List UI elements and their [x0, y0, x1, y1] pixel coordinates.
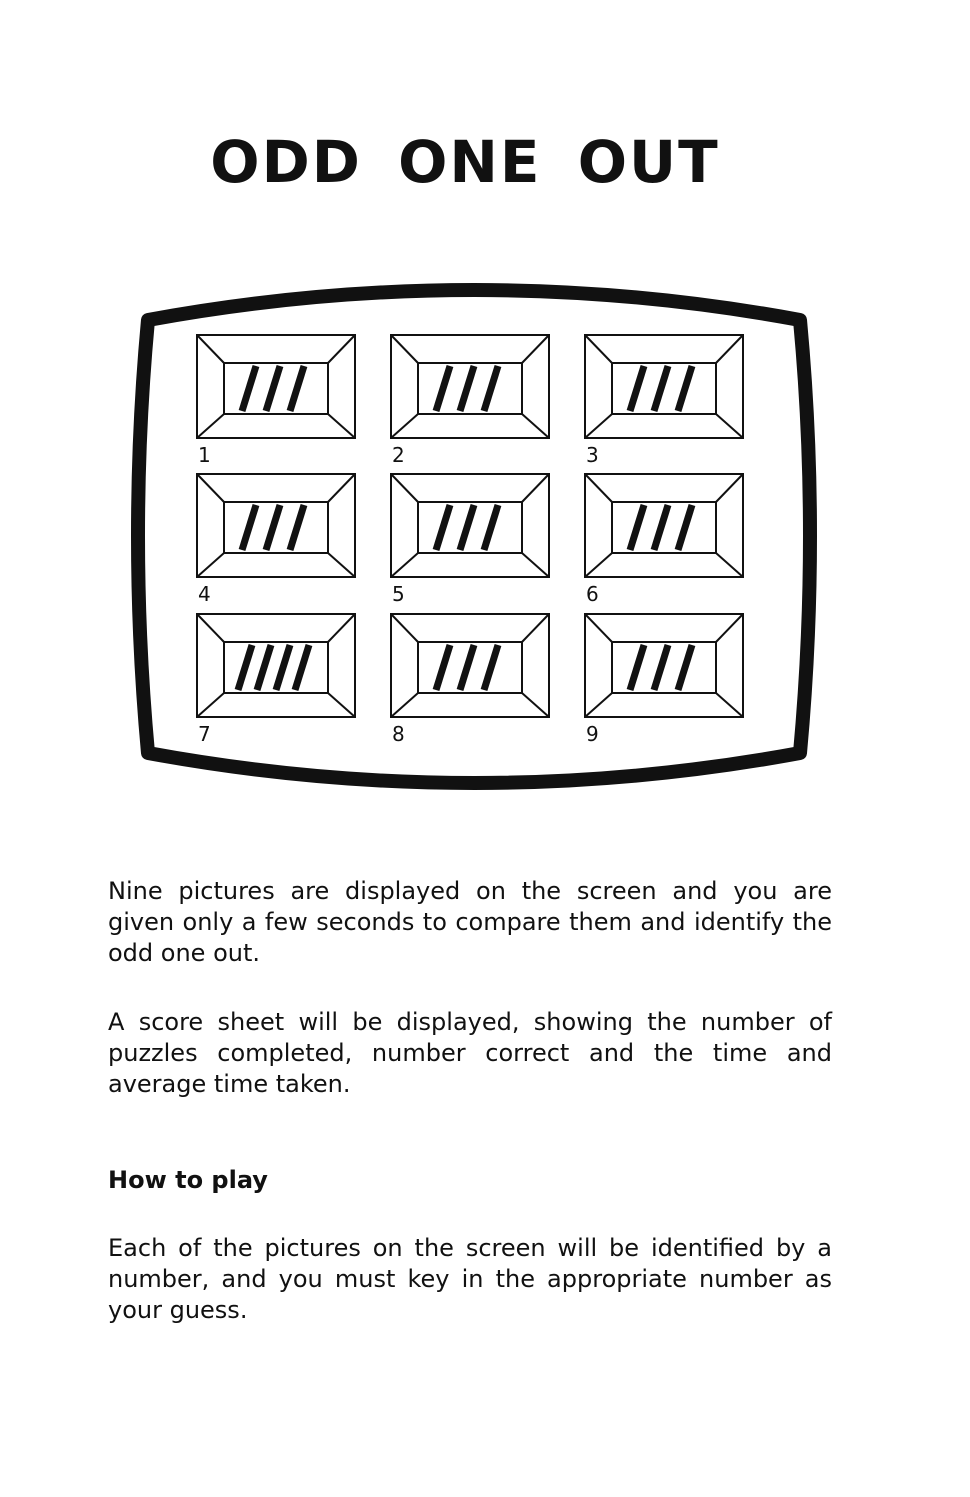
panel-bevel-line	[197, 474, 224, 502]
panel-number-label: 1	[198, 443, 211, 467]
picture-panel	[585, 474, 743, 606]
intro-paragraph: Nine pictures are displayed on the screen and you are given only a few seconds to compare them and identify the odd one out.	[108, 877, 832, 967]
panel-bevel-line	[716, 335, 743, 363]
panel-stripe	[266, 505, 280, 550]
picture-panel	[197, 614, 355, 746]
panel-number-label: 6	[586, 582, 599, 606]
panel-bevel-line	[585, 614, 612, 642]
panel-stripe	[238, 645, 252, 690]
panel-number-label: 5	[392, 582, 405, 606]
panel-bevel-line	[328, 335, 355, 363]
panel-stripe	[436, 645, 450, 690]
panels-grid	[197, 335, 743, 746]
panel-stripe	[290, 505, 304, 550]
panel-stripe	[436, 505, 450, 550]
tv-screen-illustration	[120, 265, 830, 810]
panel-bevel-line	[716, 474, 743, 502]
panel-stripe	[630, 505, 644, 550]
picture-panel	[391, 474, 549, 606]
panel-bevel-line	[391, 414, 418, 438]
score-sheet-paragraph: A score sheet will be displayed, showing the number of puzzles completed, number correct and the time and average time taken.	[108, 1008, 832, 1098]
panel-stripe	[460, 366, 474, 411]
how-to-play-paragraph: Each of the pictures on the screen will be identified by a number, and you must key in the appropriate number as your guess.	[108, 1234, 832, 1324]
panel-bevel-line	[585, 553, 612, 577]
panel-bevel-line	[391, 474, 418, 502]
panel-number-label: 8	[392, 722, 405, 746]
panel-stripe	[460, 505, 474, 550]
panel-stripe	[630, 645, 644, 690]
panel-bevel-line	[522, 693, 549, 717]
panel-stripe	[484, 366, 498, 411]
panel-stripe	[678, 505, 692, 550]
panel-bevel-line	[391, 614, 418, 642]
panel-stripe	[257, 645, 271, 690]
panel-bevel-line	[522, 553, 549, 577]
panel-bevel-line	[328, 553, 355, 577]
panel-stripe	[654, 366, 668, 411]
panel-bevel-line	[197, 335, 224, 363]
panel-bevel-line	[328, 474, 355, 502]
panel-bevel-line	[522, 335, 549, 363]
panel-bevel-line	[522, 414, 549, 438]
panel-bevel-line	[391, 335, 418, 363]
panel-stripe	[295, 645, 309, 690]
panel-bevel-line	[585, 693, 612, 717]
panel-bevel-line	[716, 553, 743, 577]
panel-stripe	[654, 645, 668, 690]
panel-bevel-line	[328, 614, 355, 642]
panel-stripe	[678, 645, 692, 690]
panel-number-label: 9	[586, 722, 599, 746]
panel-stripe	[290, 366, 304, 411]
panel-bevel-line	[522, 474, 549, 502]
panel-bevel-line	[197, 414, 224, 438]
panel-number-label: 4	[198, 582, 211, 606]
panel-bevel-line	[328, 693, 355, 717]
panel-stripe	[276, 645, 290, 690]
panel-stripe	[460, 645, 474, 690]
panel-bevel-line	[328, 414, 355, 438]
page-title: ODD ONE OUT	[210, 128, 720, 196]
picture-panel	[197, 335, 355, 467]
picture-panel	[391, 614, 549, 746]
panel-stripe	[266, 366, 280, 411]
panel-bevel-line	[716, 693, 743, 717]
panel-stripe	[242, 366, 256, 411]
panel-bevel-line	[391, 693, 418, 717]
panel-stripe	[678, 366, 692, 411]
panel-stripe	[436, 366, 450, 411]
panel-stripe	[242, 505, 256, 550]
panel-number-label: 7	[198, 722, 211, 746]
panel-stripe	[484, 505, 498, 550]
panel-bevel-line	[197, 614, 224, 642]
panel-bevel-line	[585, 474, 612, 502]
panel-bevel-line	[197, 693, 224, 717]
picture-panel	[391, 335, 549, 467]
panel-stripe	[654, 505, 668, 550]
how-to-play-heading: How to play	[108, 1166, 268, 1194]
panel-stripe	[630, 366, 644, 411]
picture-panel	[197, 474, 355, 606]
panel-number-label: 3	[586, 443, 599, 467]
panel-bevel-line	[391, 553, 418, 577]
panel-number-label: 2	[392, 443, 405, 467]
tv-screen-icon	[120, 265, 830, 810]
picture-panel	[585, 614, 743, 746]
panel-bevel-line	[585, 335, 612, 363]
panel-stripe	[484, 645, 498, 690]
panel-bevel-line	[585, 414, 612, 438]
panel-bevel-line	[197, 553, 224, 577]
panel-bevel-line	[522, 614, 549, 642]
panel-bevel-line	[716, 414, 743, 438]
panel-frame	[197, 614, 355, 717]
picture-panel	[585, 335, 743, 467]
panel-bevel-line	[716, 614, 743, 642]
